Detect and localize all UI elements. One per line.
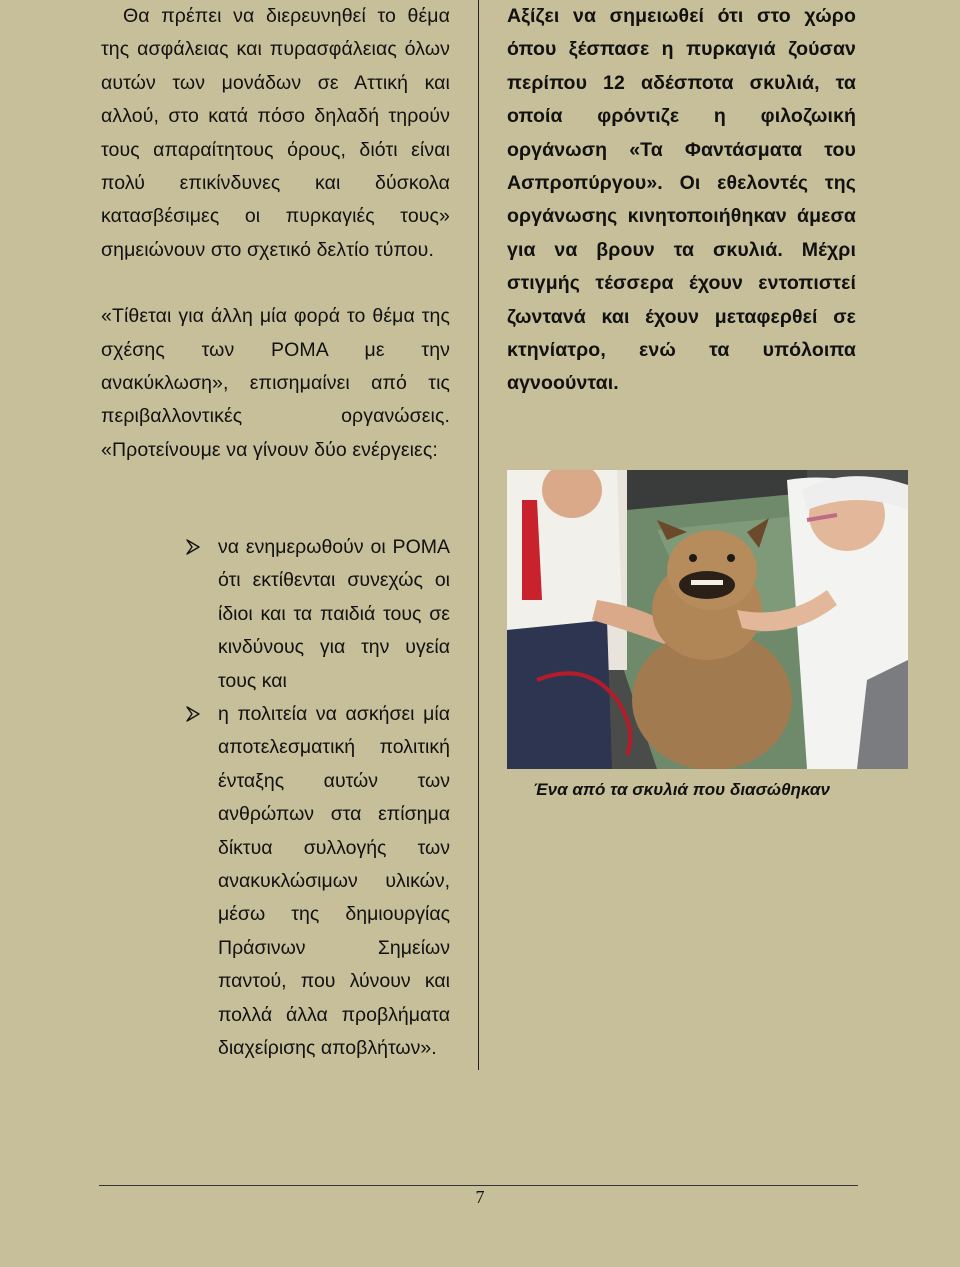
left-column	[101, 0, 450, 467]
page-number: 7	[475, 1187, 485, 1207]
list-item	[186, 698, 450, 1065]
bullet-text: να ενημερωθούν οι ΡΟΜΑ ότι εκτίθενται συνεχώς οι ίδιοι και τα παιδιά τους σε κινδύνους για την υγεία τους και	[218, 536, 450, 692]
arrowhead-bullet-icon	[186, 698, 206, 731]
proposal-paragraph: «Τίθεται για άλλη μία φορά το θέμα της σχέσης των ΡΟΜΑ με την ανακύκλωση», επισημαίνει από τις περιβαλλοντικές οργανώσεις. «Προτείνουμε να γίνουν δύο ενέργειες:	[101, 305, 450, 461]
intro-paragraph: Θα πρέπει να διερευνηθεί το θέμα της ασφάλειας και πυρασφάλειας όλων αυτών των μονάδων σε Αττική και αλλού, στο κατά πόσο δηλαδή τηρούν τους απαραίτητους όρους, διότι είναι πολύ επικίνδυνες και δύσκολα κατασβέσιμες οι πυρκαγιές τους» σημειώνουν στο σχετικό δελτίο τύπου.	[101, 5, 450, 261]
arrowhead-bullet-icon	[186, 531, 206, 564]
paragraph-spacer	[101, 267, 450, 300]
list-item	[186, 531, 450, 698]
proposal-bullet-list	[186, 531, 450, 1066]
rescued-dog-photo	[507, 470, 908, 769]
bullet-text: η πολιτεία να ασκήσει μία αποτελεσματική πολιτική ένταξης αυτών των ανθρώπων στα επίσημα δίκτυα συλλογής των ανακυκλώσιμων υλικών, μέσω της δημιουργίας Πράσινων Σημείων παντού, που λύνουν και πολλά άλλα προβλήματα διαχείρισης αποβλήτων».	[218, 703, 450, 1060]
footer-rule	[99, 1185, 858, 1186]
right-column	[507, 0, 856, 401]
photo-caption: Ένα από τα σκυλιά που διασώθηκαν	[533, 780, 830, 799]
column-divider	[478, 0, 479, 1070]
stray-dogs-paragraph: Αξίζει να σημειωθεί ότι στο χώρο όπου ξέσπασε η πυρκαγιά ζούσαν περίπου 12 αδέσποτα σκυλιά, τα οποία φρόντιζε η φιλοζωική οργάνωση «Τα Φαντάσματα του Ασπροπύργου». Οι εθελοντές της οργάνωσης κινητοποιήθηκαν άμεσα για να βρουν τα σκυλιά. Μέχρι στιγμής τέσσερα έχουν εντοπιστεί ζωντανά και έχουν μεταφερθεί σε κτηνίατρο, ενώ τα υπόλοιπα αγνοούνται.	[507, 5, 856, 395]
rescued-dog-illustration	[507, 470, 908, 769]
